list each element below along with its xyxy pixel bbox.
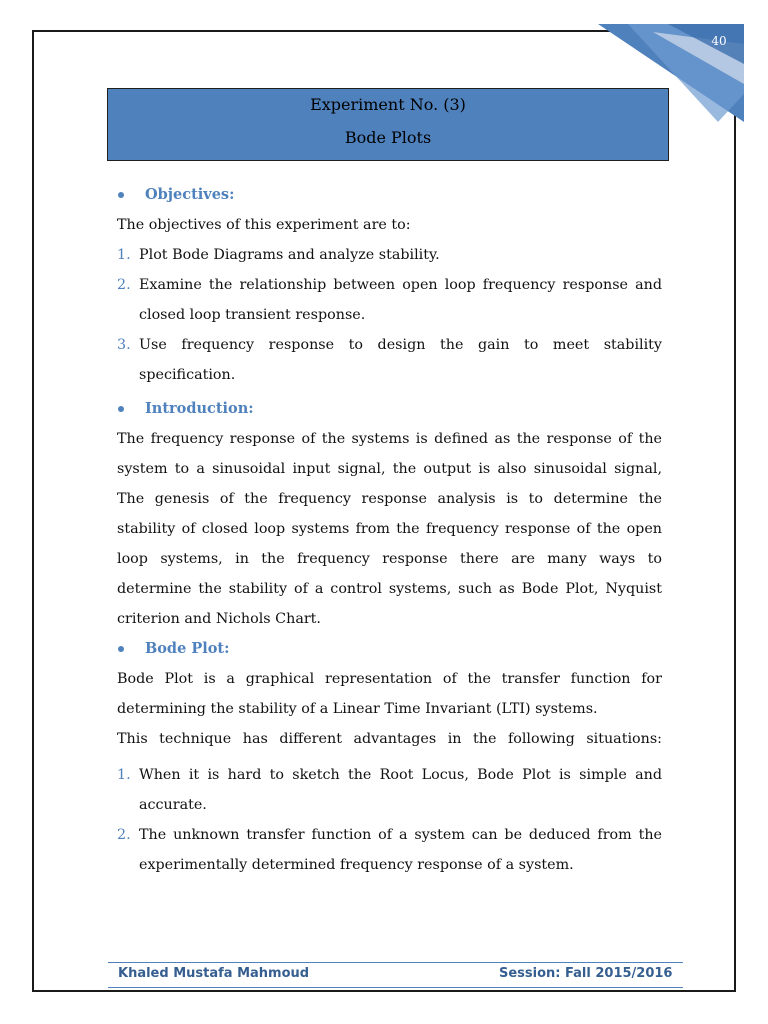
list-item (117, 240, 662, 270)
experiment-number: Experiment No. (3) (310, 95, 466, 114)
advantages-list (117, 760, 662, 880)
objectives-list (117, 240, 662, 390)
bode-plot-paragraph: Bode Plot is a graphical representation of the transfer function for determining the stability of a Linear Time Invariant (LTI) systems. (117, 671, 662, 717)
list-item-text: When it is hard to sketch the Root Locus, Bode Plot is simple and accurate. (139, 767, 662, 813)
list-item (117, 270, 662, 330)
introduction-heading-text: Introduction: (145, 400, 254, 417)
bullet-icon (118, 406, 124, 412)
bode-plot-advantages-intro: This technique has different advantages in the following situations: (117, 731, 662, 747)
list-number: 1. (117, 767, 131, 783)
objectives-intro: The objectives of this experiment are to: (117, 217, 411, 233)
footer-session: Session: Fall 2015/2016 (499, 966, 673, 981)
list-item (117, 760, 662, 820)
list-item (117, 820, 662, 880)
experiment-title: Bode Plots (344, 128, 432, 147)
footer-rule (108, 962, 683, 963)
footer-rule (108, 987, 683, 988)
list-number: 3. (117, 337, 131, 353)
bode-plot-heading-text: Bode Plot: (145, 640, 230, 657)
page-number: 40 (711, 34, 727, 48)
introduction-heading (117, 394, 662, 424)
footer-author: Khaled Mustafa Mahmoud (118, 966, 310, 981)
objectives-heading-text: Objectives: (145, 186, 235, 203)
list-item (117, 330, 662, 390)
title-box (107, 88, 669, 161)
objectives-heading (117, 180, 662, 210)
list-number: 2. (117, 827, 131, 843)
list-number: 2. (117, 277, 131, 293)
main-content (117, 180, 662, 880)
list-item-text: Plot Bode Diagrams and analyze stability. (139, 247, 440, 263)
bullet-icon (118, 192, 124, 198)
list-item-text: Use frequency response to design the gain to meet stability specification. (139, 337, 662, 383)
list-number: 1. (117, 247, 131, 263)
bode-plot-heading (117, 634, 662, 664)
list-item-text: Examine the relationship between open loop frequency response and closed loop transient response. (139, 277, 662, 323)
introduction-paragraph: The frequency response of the systems is defined as the response of the system to a sinusoidal input signal, the output is also sinusoidal signal, The genesis of the frequency response analysis is to determine the stability of closed loop systems from the frequency response of the open loop systems, in the frequency response there are many ways to determine the stability of a control systems, such as Bode Plot, Nyquist criterion and Nichols Chart. (117, 431, 662, 627)
bullet-icon (118, 646, 124, 652)
list-item-text: The unknown transfer function of a system can be deduced from the experimentally determined frequency response of a system. (139, 827, 662, 873)
